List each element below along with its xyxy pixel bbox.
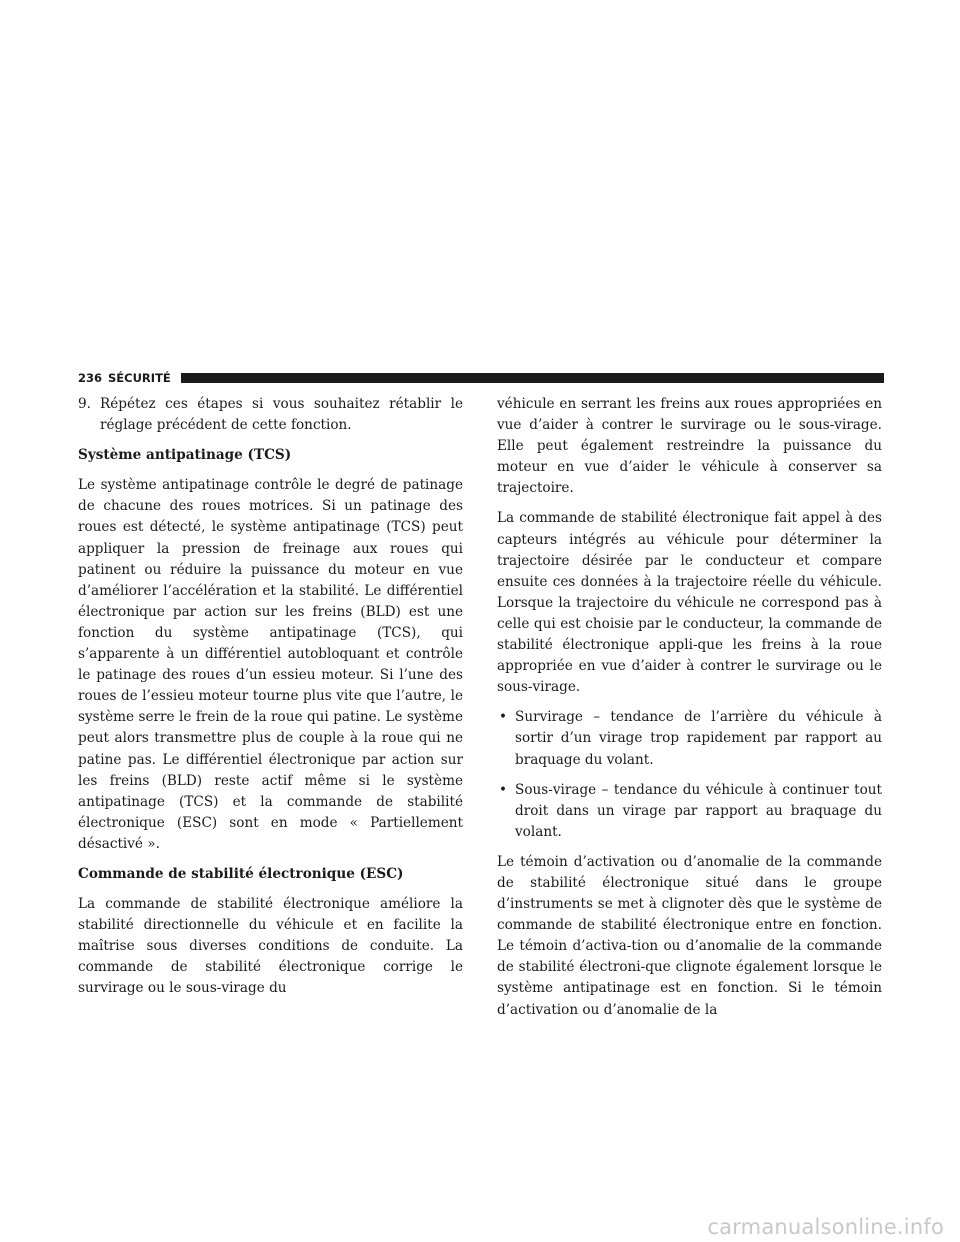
page-header <box>78 371 884 385</box>
right-column <box>497 394 882 1030</box>
numbered-step <box>78 394 463 436</box>
step-text: Répétez ces étapes si vous souhaitez rétablir le réglage précédent de cette fonction. <box>100 396 463 434</box>
esc-paragraph: La commande de stabilité électronique améliore la stabilité directionnelle du véhicule et en facilite la maîtrise sous diverses conditions de conduite. La commande de stabilité électronique corrige le survirage ou le sous-virage du <box>78 896 463 997</box>
continuation-paragraph: véhicule en serrant les freins aux roues appropriées en vue d’aider à contrer le survirage ou le sous-virage. Elle peut également restreindre la puissance du moteur en vue d’aider le véhicule à conserver sa trajectoire. <box>497 396 882 497</box>
section-title: SÉCURITÉ <box>108 371 171 385</box>
step-number: 9. <box>78 396 91 412</box>
bullet-text-oversteer: Survirage – tendance de l’arrière du véhicule à sortir d’un virage trop rapidement par rapport au braquage du volant. <box>515 709 882 768</box>
list-item <box>497 780 882 843</box>
bullet-icon: • <box>499 781 508 798</box>
header-rule <box>181 373 884 383</box>
sensors-paragraph: La commande de stabilité électronique fait appel à des capteurs intégrés au véhicule pour déterminer la trajectoire désirée par le conducteur et compare ensuite ces données à la trajectoire réelle du véhicule. Lorsque la trajectoire du véhicule ne correspond pas à celle qui est choisie par le conducteur, la commande de stabilité électronique appli-que les freins à la roue appropriée en vue d’aider à contrer le survirage ou le sous-virage. <box>497 510 882 696</box>
tcs-paragraph: Le système antipatinage contrôle le degré de patinage de chacune des roues motrices. Si un patinage des roues est détecté, le système antipatinage (TCS) peut appliquer la pression de freinage aux roues qui patinent ou réduire la puissance du moteur en vue d’améliorer l’accélération et la stabilité. Le différentiel électronique par action sur les freins (BLD) est une fonction du système antipatinage (TCS), qui s’apparente à un différentiel autobloquant et contrôle le patinage des roues d’un essieu moteur. Si l’une des roues de l’essieu moteur tourne plus vite que l’autre, le système serre le frein de la roue qui patine. Le système peut alors transmettre plus de couple à la roue qui ne patine pas. Le différentiel électronique par action sur les freins (BLD) reste actif même si le système antipatinage (TCS) et la commande de stabilité électronique (ESC) sont en mode « Partiellement désactivé ». <box>78 477 463 852</box>
tcs-heading: Système antipatinage (TCS) <box>78 447 292 464</box>
watermark-link[interactable]: carmanualsonline.info <box>707 1215 944 1239</box>
page-number: 236 <box>78 371 103 385</box>
list-item <box>497 707 882 770</box>
left-column <box>78 394 463 1009</box>
esc-heading: Commande de stabilité électronique (ESC) <box>78 865 404 882</box>
indicator-paragraph: Le témoin d’activation ou d’anomalie de la commande de stabilité électronique situé dans le groupe d’instruments se met à clignoter dès que le système de commande de stabilité électronique entre en fonction. Le témoin d’activa-tion ou d’anomalie de la commande de stabilité électroni-que clignote également lorsque le système antipatinage est en fonction. Si le témoin d’activation ou d’anomalie de la <box>497 853 882 1018</box>
bullet-text-understeer: Sous-virage – tendance du véhicule à continuer tout droit dans un virage par rapport au braquage du volant. <box>515 781 882 840</box>
bullet-icon: • <box>499 709 508 726</box>
